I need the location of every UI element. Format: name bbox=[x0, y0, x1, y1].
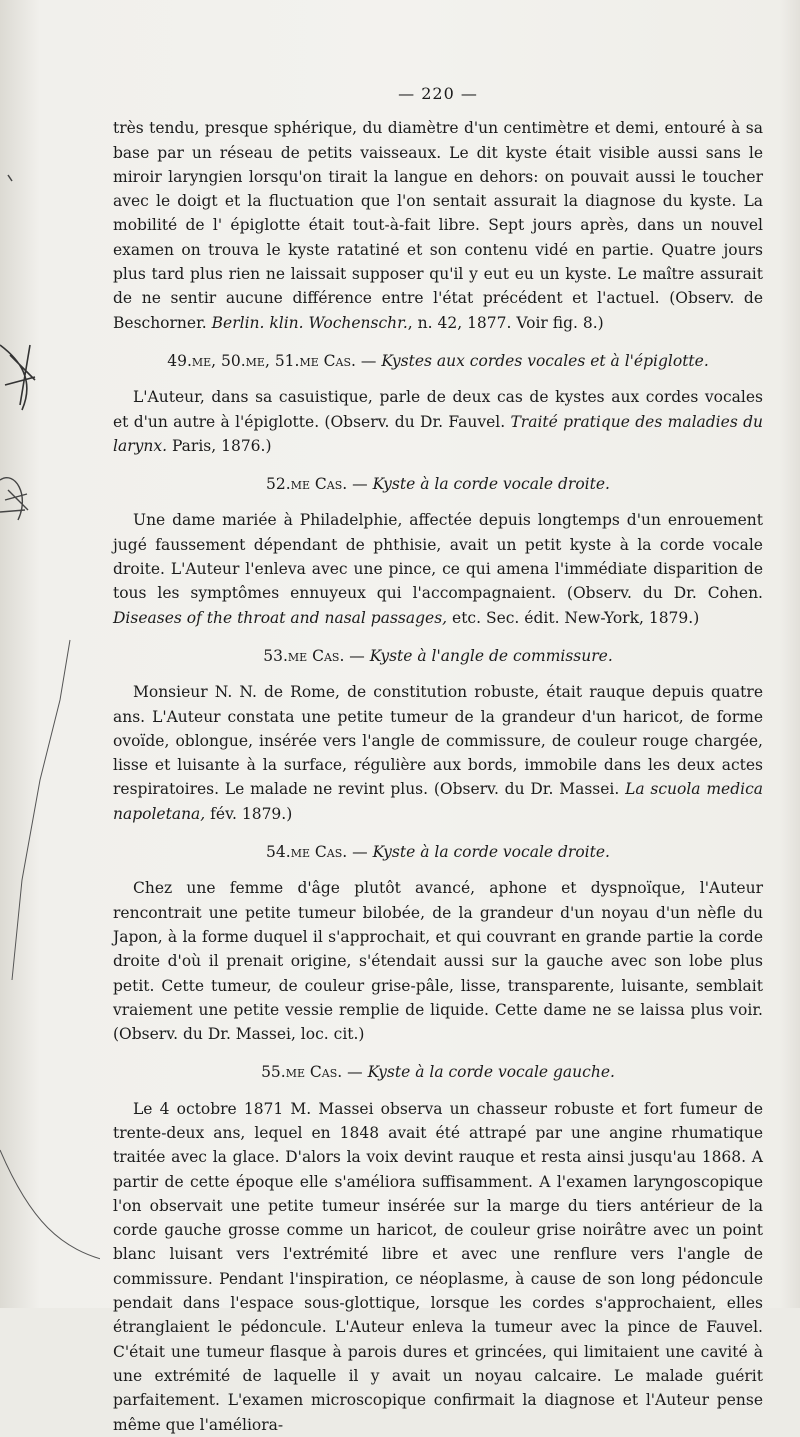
case-heading-54 bbox=[113, 840, 763, 864]
case-heading-53 bbox=[113, 644, 763, 668]
case-title: Kyste à la corde vocale droite. bbox=[372, 843, 610, 862]
case-title: Kyste à la corde vocale gauche. bbox=[367, 1063, 615, 1082]
case-number: 52.me Cas. — bbox=[266, 475, 368, 494]
citation-book: Diseases of the throat and nasal passages, bbox=[113, 608, 448, 627]
paragraph-2-end: Paris, 1876.) bbox=[167, 436, 272, 455]
paragraph-3-end: etc. Sec. édit. New-York, 1879.) bbox=[447, 608, 700, 627]
case-number: 54.me Cas. — bbox=[266, 843, 368, 862]
paragraph-3 bbox=[113, 508, 763, 629]
case-title: Kyste à l'angle de commissure. bbox=[369, 646, 613, 665]
page-text-block bbox=[113, 82, 763, 1437]
case-title: Kystes aux cordes vocales et à l'épiglotte. bbox=[381, 351, 709, 370]
paragraph-5: Chez une femme d'âge plutôt avancé, aphone et dyspnoïque, l'Auteur rencontrait une petite tumeur bilobée, de la grandeur d'un noyau d'un nèfle du Japon, à la forme duquel il s'approchait, et qui couvrant en grande partie la corde droite d'où il prenait origine, s'étendait aussi sur la gauche avec son lobe plus petit. Cette tumeur, de couleur grise-pâle, lisse, transparente, luisante, semblait vraiement une petite vessie remplie de liquide. Cette dame ne se laissa plus voir. (Observ. du Dr. Massei, loc. cit.) bbox=[113, 879, 763, 1044]
citation-book: Traité pratique des maladies du larynx. bbox=[113, 412, 763, 455]
case-heading-55 bbox=[113, 1060, 763, 1084]
page-number: — 220 — bbox=[398, 84, 478, 103]
case-number: 53.me Cas. — bbox=[263, 646, 365, 665]
paragraph-2-text: L'Auteur, dans sa casuistique, parle de deux cas de kystes aux cordes vocales et d'un autre à l'épiglotte. (Observ. du Dr. Fauvel. bbox=[113, 388, 763, 431]
paragraph-1 bbox=[113, 116, 763, 335]
case-number: 49.me, 50.me, 51.me Cas. — bbox=[167, 351, 377, 370]
case-number: 55.me Cas. — bbox=[261, 1063, 363, 1082]
case-title: Kyste à la corde vocale droite. bbox=[372, 475, 610, 494]
paragraph-4 bbox=[113, 680, 763, 826]
paragraph-2 bbox=[113, 385, 763, 458]
paragraph-4-text: Monsieur N. N. de Rome, de constitution robuste, était rauque depuis quatre ans. L'Auteur constata une petite tumeur de la grandeur d'un haricot, de forme ovoïde, oblongue, insérée vers l'angle de commissure, de couleur rouge chargée, lisse et luisante à la surface, régulière aux bords, immobile dans les deux actes respiratoires. Le malade ne revint plus. (Observ. du Dr. Massei. bbox=[113, 683, 763, 799]
citation-journal: La scuola medica napoletana, bbox=[113, 780, 763, 823]
paragraph-1-text: très tendu, presque sphérique, du diamètre d'un centimètre et demi, entouré à sa base par un réseau de petits vaisseaux. Le dit kyste était visible aussi sans le miroir laryngien lorsqu'on tirait la langue en dehors: on pouvait aussi le toucher avec le doigt et la fluctuation que l'on sentait assurait la diagnose du kyste. La mobilité de l' épiglotte était tout-à-fait libre. Sept jours après, dans un nouvel examen on trouva le kyste ratatiné et son contenu vidé en partie. Quatre jours plus tard plus rien ne laissait supposer qu'il y eut eu un kyste. Le maître assurait de ne sentir aucune différence entre l'état précédent et l'actuel. (Observ. de Beschorner. bbox=[113, 119, 763, 332]
citation-journal: Berlin. klin. Wochenschr. bbox=[211, 313, 408, 332]
margin-annotations bbox=[0, 0, 100, 1308]
case-heading-52 bbox=[113, 472, 763, 496]
paragraph-4-end: fév. 1879.) bbox=[205, 804, 293, 823]
paragraph-1-end: , n. 42, 1877. Voir fig. 8.) bbox=[407, 313, 604, 332]
paragraph-6: Le 4 octobre 1871 M. Massei observa un chasseur robuste et fort fumeur de trente-deux ans, lequel en 1848 avait été attrapé par une angine rhumatique traitée avec la glace. D'alors la voix devint rauque et resta ainsi jusqu'au 1868. A partir de cette époque elle s'améliora suffisamment. A l'examen laryngoscopique l'on observait une petite tumeur insérée sur la marge du tiers antérieur de la corde gauche grosse comme un haricot, de couleur grise noirâtre avec un point blanc luisant vers l'extrémité libre et avec une renflure vers l'angle de commissure. Pendant l'inspiration, ce néoplasme, à cause de son long pédoncule pendait dans l'espace sous-glottique, lorsque les cordes s'approchaient, elles étranglaient le pédoncule. L'Auteur enleva la tumeur avec la pince de Fauvel. C'était une tumeur flasque à parois dures et grincées, qui limitaient une cavité à une extrémité de laquelle il y avait un noyau calcaire. Le malade guérit parfaitement. L'examen microscopique confirmait la diagnose et l'Auteur pense même que l'améliora- bbox=[113, 1099, 763, 1434]
paragraph-3-text: Une dame mariée à Philadelphie, affectée depuis longtemps d'un enrouement jugé faussement dépendant de phthisie, avait un petit kyste à la corde vocale droite. L'Auteur l'enleva avec une pince, ce qui amena l'immédiate disparition de tous les symptômes ennuyeux qui l'accompagnaient. (Observ. du Dr. Cohen. bbox=[113, 511, 763, 603]
case-heading-49-51 bbox=[113, 349, 763, 373]
